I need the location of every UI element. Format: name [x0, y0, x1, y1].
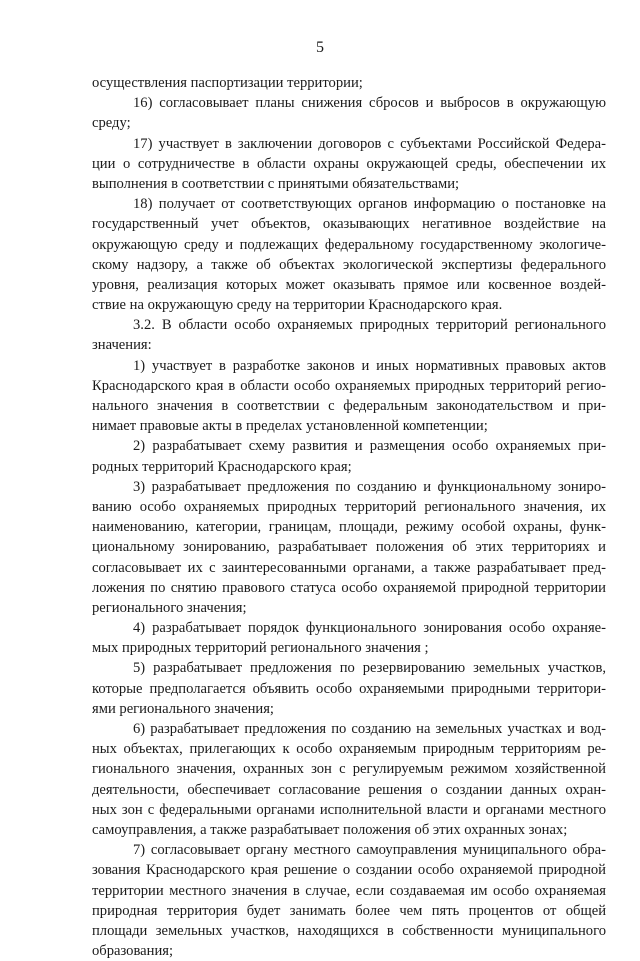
text-line: деятельности, обеспечивает согласование решения о создании данных охран-	[92, 781, 606, 798]
text-line: 2) разрабатывает схему развития и размещения особо охраняемых при-	[133, 438, 606, 455]
text-line: природная территория будет занимать более чем пять процентов от общей	[92, 902, 606, 919]
text-line: образования;	[92, 943, 174, 960]
text-line: наименованию, категории, границам, площади, режиму особой охраны, функ-	[92, 519, 606, 536]
text-line: нального значения в соответствии с федеральным законодательством и при-	[92, 398, 606, 414]
text-line: площади земельных участков, находящихся в собственности муниципального	[92, 922, 606, 939]
text-line: 17) участвует в заключении договоров с субъектами Российской Федера-	[133, 135, 606, 152]
text-line: Краснодарского края в области особо охраняемых природных территорий регио-	[92, 377, 606, 394]
text-line: зования Краснодарского края решение о создании особо охраняемой природной	[92, 862, 606, 879]
text-line: самоуправления, а также разрабатывает положения об этих охранных зонах;	[92, 821, 568, 838]
text-line: 1) участвует в разработке законов и иных нормативных правовых актов	[133, 357, 606, 374]
text-line: 16) согласовывает планы снижения сбросов и выбросов в окружающую	[133, 95, 606, 112]
text-line: ции о сотрудничестве в области охраны окружающей среды, обеспечении их	[92, 155, 606, 172]
text-line: ных зон с федеральными органами исполнительной власти и органами местного	[92, 801, 606, 818]
text-line: мых природных территорий регионального значения ;	[92, 640, 429, 657]
text-line: гионального значения, охранных зон с регулируемым режимом хозяйственной	[92, 761, 606, 778]
text-line: осуществления паспортизации территории;	[92, 75, 363, 91]
text-line: 3.2. В области особо охраняемых природных территорий регионального	[133, 317, 606, 334]
text-line: которые предполагается объявить особо охраняемыми природными территори-	[92, 680, 606, 697]
document-body	[92, 73, 606, 961]
text-line: ями регионального значения;	[92, 700, 274, 717]
text-line: скому надзору, а также об объектах экологической экспертизы федерального	[92, 256, 606, 273]
text-line: регионального значения;	[92, 599, 247, 616]
text-line: родных территорий Краснодарского края;	[92, 458, 352, 475]
text-line: государственный учет объектов, оказывающих негативное воздействие на	[92, 216, 606, 233]
text-line: 3) разрабатывает предложения по созданию и функциональному зониро-	[133, 478, 606, 495]
text-line: среду;	[92, 115, 131, 132]
text-line: 18) получает от соответствующих органов информацию о постановке на	[133, 196, 606, 213]
text-line: нимает правовые акты в пределах установленной компетенции;	[92, 418, 488, 435]
text-line: территории местного значения в случае, если создаваемая им особо охраняемая	[92, 882, 606, 899]
text-line: выполнения в соответствии с принятыми обязательствами;	[92, 175, 460, 192]
text-line: окружающую среду и подлежащих федеральному государственному экологиче-	[92, 236, 606, 253]
text-line: ных объектах, прилегающих к особо охраняемым природным территориям ре-	[92, 741, 606, 758]
text-line: 6) разрабатывает предложения по созданию на земельных участках и вод-	[133, 721, 606, 737]
text-line: циональному зонированию, разрабатывает положения об этих территориях и	[92, 539, 606, 556]
text-line: 7) согласовывает органу местного самоуправления муниципального обра-	[133, 842, 606, 859]
text-line: ложения по снятию правового статуса особо охраняемой природной территории	[92, 579, 606, 596]
text-line: согласовывает их с заинтересованными органами, а также разрабатывает пред-	[92, 559, 606, 576]
text-line: значения:	[92, 337, 152, 354]
text-line: 4) разрабатывает порядок функционального зонирования особо охраняе-	[133, 620, 606, 637]
page-number: 5	[316, 39, 324, 56]
text-line: 5) разрабатывает предложения по резервированию земельных участков,	[133, 660, 606, 677]
text-line: ствие на окружающую среду на территории Краснодарского края.	[92, 297, 503, 314]
text-line: уровня, реализация которых может оказывать прямое или косвенное воздей-	[92, 276, 606, 293]
text-line: ванию особо охраняемых природных территорий регионального значения, их	[92, 498, 606, 515]
